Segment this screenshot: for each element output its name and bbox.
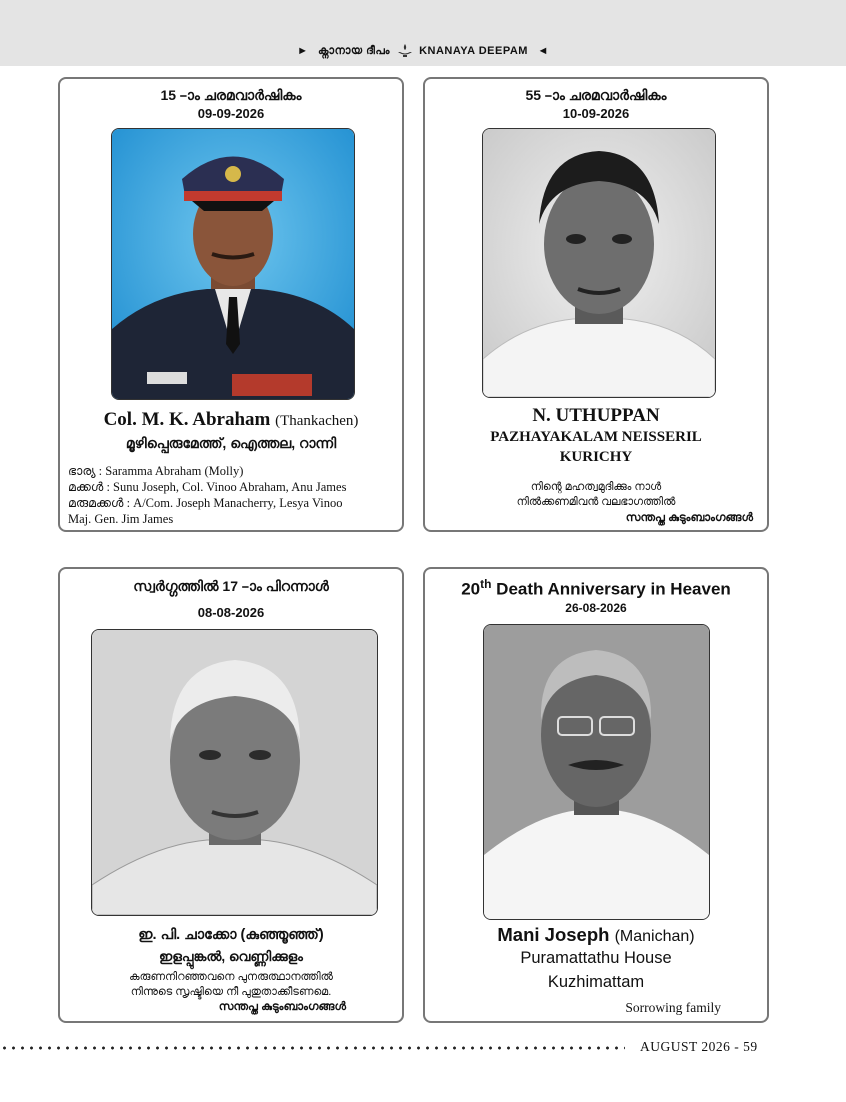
anniversary-number: 20 <box>461 579 481 599</box>
deceased-name: Mani Joseph <box>497 924 610 945</box>
relation-in-laws: മരുമക്കൾ : A/Com. Joseph Manacherry, Lesya Vinoo <box>68 496 343 510</box>
running-head <box>0 44 846 58</box>
anniversary-text: Death Anniversary in Heaven <box>491 579 731 599</box>
place-name: Kuzhimattam <box>547 973 645 991</box>
header-title-malayalam: ക്നാനായ ദീപം <box>318 44 390 57</box>
deceased-name: Col. M. K. Abraham <box>103 409 271 430</box>
portrait-photo <box>483 624 710 920</box>
verse-line-1: കരുണനിറഞ്ഞവനെ പുനരുത്ഥാനത്തിൽ <box>129 971 333 983</box>
deceased-name-line <box>60 409 402 431</box>
relation-in-laws-cont: Maj. Gen. Jim James <box>68 512 174 526</box>
relation-wife: ഭാര്യ : Saramma Abraham (Molly) <box>68 464 244 478</box>
memorial-card-uthuppan <box>423 77 769 532</box>
left-arrow-icon: ► <box>297 44 309 57</box>
memorial-card-mani-joseph <box>423 567 769 1023</box>
anniversary-date: 09-09-2026 <box>197 106 265 121</box>
right-arrow-icon: ◄ <box>537 44 549 57</box>
anniversary-suffix: th <box>480 577 492 591</box>
family-address: മൂഴിപ്പെരുമേത്ത്, ഐത്തല, റാന്നി <box>125 435 337 451</box>
anniversary-heading <box>425 577 767 600</box>
anniversary-heading: 15 –ാം ചരമവാർഷികം <box>160 87 302 103</box>
portrait-photo <box>91 629 378 916</box>
family-address: ഇളപ്പുങ്കൽ, വെണ്ണിക്കുളം <box>159 949 303 964</box>
anniversary-date: 08-08-2026 <box>197 605 265 620</box>
verse-line-2: നിന്നുടെ സൃഷ്ടിയെ നീ പുതുതാക്കീടണമെ. <box>130 986 332 998</box>
deceased-nickname: (Thankachen) <box>275 413 359 429</box>
deceased-name: ഇ. പി. ചാക്കോ (കുഞ്ഞൂഞ്ഞ്) <box>138 927 324 943</box>
anniversary-date: 10-09-2026 <box>562 106 630 121</box>
signoff: സന്തപ്ത കുടുംബാംഗങ്ങൾ <box>625 512 753 524</box>
deceased-name-line <box>425 924 767 946</box>
page-footer: AUGUST 2026 - 59 <box>640 1039 758 1054</box>
portrait-photo <box>111 128 355 400</box>
oil-lamp-icon <box>397 44 413 58</box>
deceased-nickname: (Manichan) <box>614 928 695 945</box>
anniversary-heading: 55 –ാം ചരമവാർഷികം <box>525 87 667 103</box>
footer-dotted-rule <box>0 1046 625 1050</box>
house-name: Puramattathu House <box>520 949 672 967</box>
relation-children: മക്കൾ : Sunu Joseph, Col. Vinoo Abraham, Anu James <box>68 480 347 494</box>
anniversary-date: 26-08-2026 <box>565 601 627 615</box>
family-name: PAZHAYAKALAM NEISSERIL <box>490 429 702 445</box>
memorial-card-chacko <box>58 567 404 1023</box>
verse-line-2: നിൽക്കണമിവൻ വലഭാഗത്തിൽ <box>516 496 676 508</box>
signoff: സന്തപ്ത കുടുംബാംഗങ്ങൾ <box>218 1001 346 1013</box>
portrait-photo <box>482 128 716 398</box>
page-header <box>0 0 846 66</box>
header-title-english: KNANAYA DEEPAM <box>419 44 528 57</box>
verse-line-1: നിന്റെ മഹത്വമുദിക്കും നാൾ <box>530 481 662 493</box>
anniversary-heading: സ്വർഗ്ഗത്തിൽ 17 –ാം പിറന്നാൾ <box>133 578 329 594</box>
deceased-name: N. UTHUPPAN <box>532 405 660 426</box>
signoff: Sorrowing family <box>625 1000 721 1015</box>
memorial-card-abraham <box>58 77 404 532</box>
place-name: KURICHY <box>559 449 633 465</box>
